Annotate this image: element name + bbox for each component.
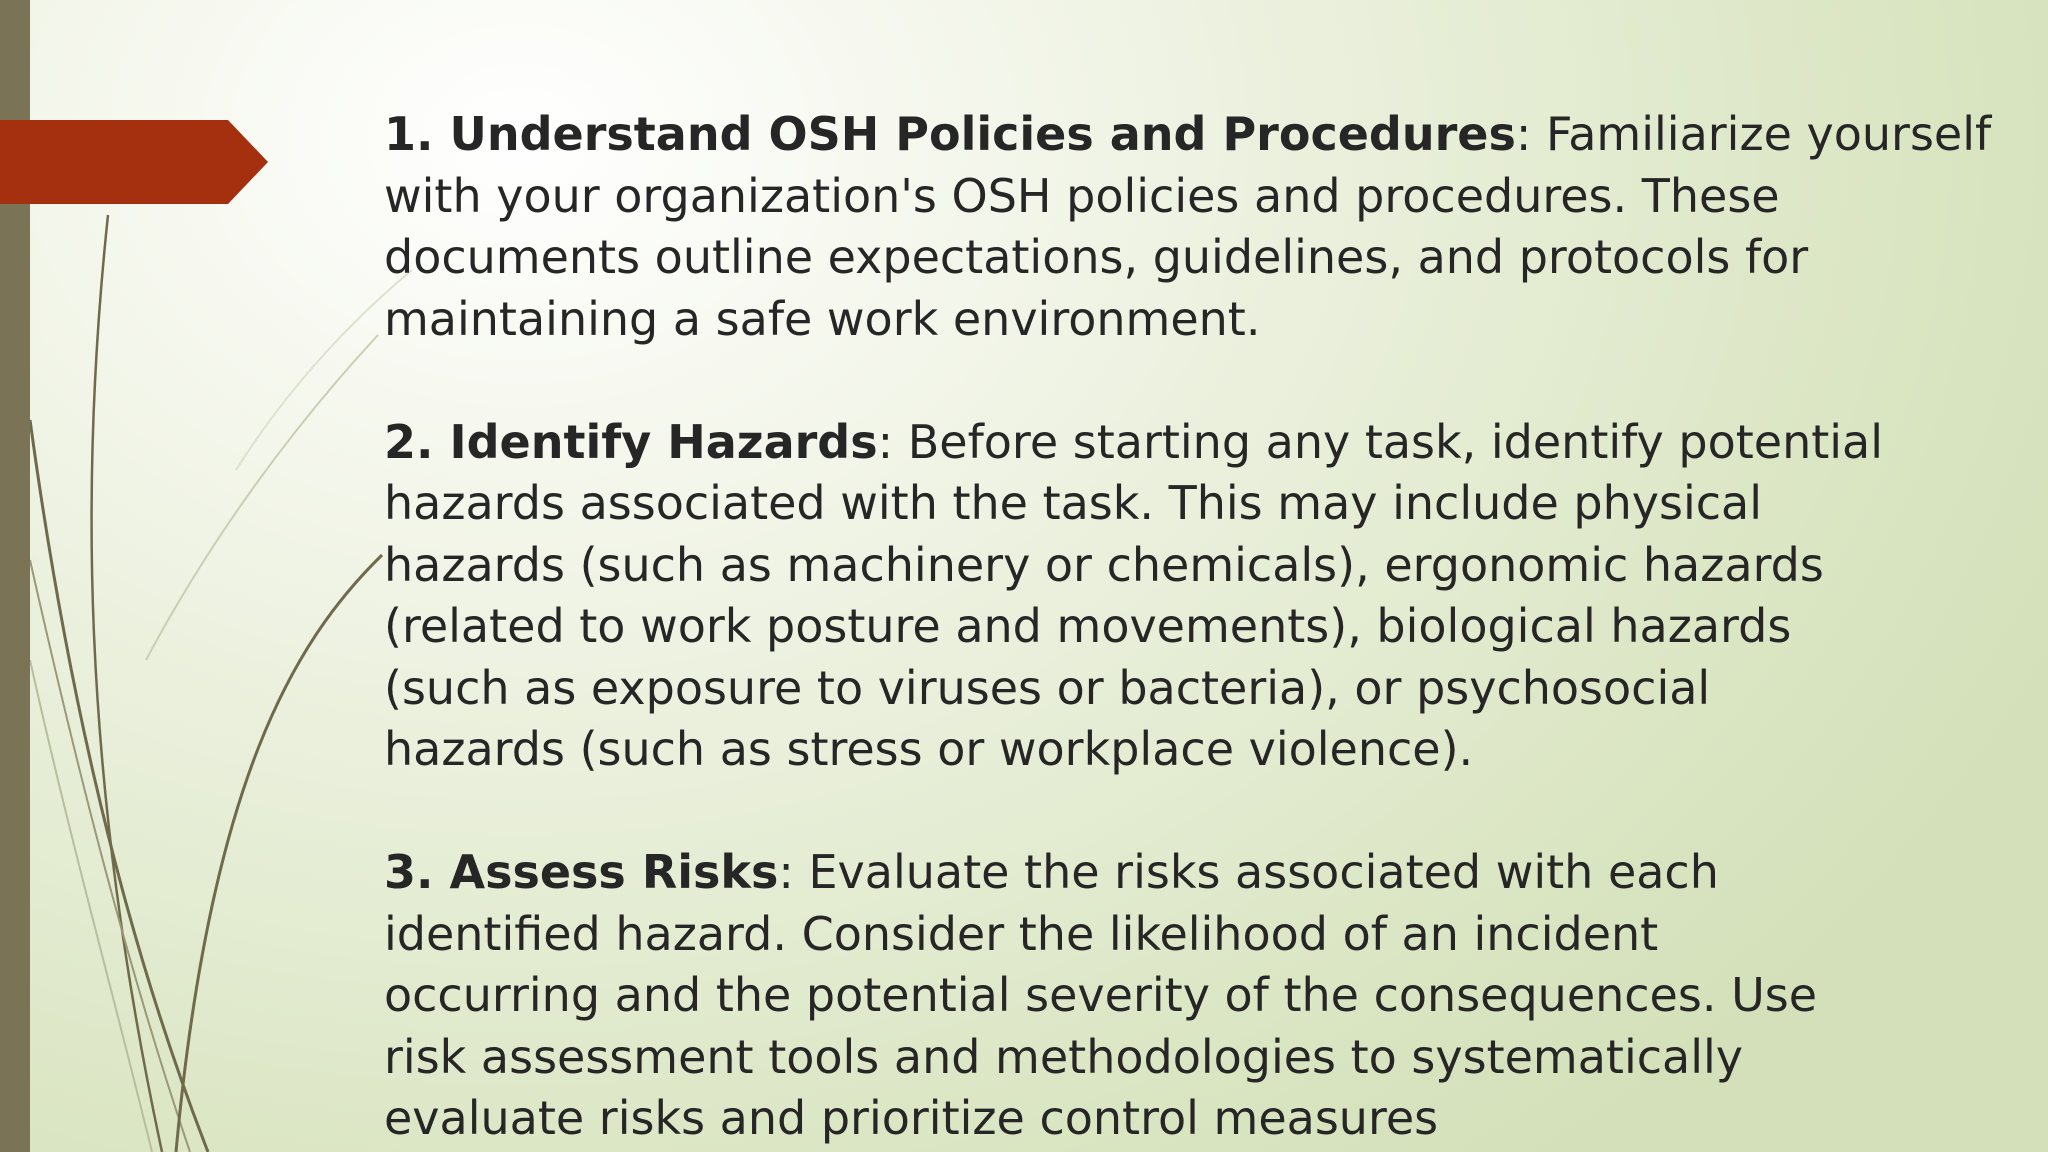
item-3-line-4: risk assessment tools and methodologies to systematically (384, 1029, 1743, 1084)
item-3-line-2: identified hazard. Consider the likelihood of an incident (384, 906, 1659, 961)
item-3 (384, 842, 1984, 1150)
item-2-first-line (384, 412, 1984, 474)
item-3-first-line (384, 842, 1984, 904)
item-1-first-line (384, 104, 1992, 166)
item-3-label: 3. Assess Risks (384, 845, 779, 899)
item-2-line-3: hazards (such as machinery or chemicals), ergonomic hazards (384, 537, 1824, 592)
item-1 (384, 104, 1992, 350)
item-2-label: 2. Identify Hazards (384, 414, 878, 469)
item-3-line-3: occurring and the potential severity of the consequences. Use (384, 968, 1818, 1022)
content-list (384, 104, 1992, 1152)
item-1-line-4: maintaining a safe work environment. (384, 291, 1261, 346)
item-2-line-5: (such as exposure to viruses or bacteria), or psychosocial (384, 660, 1711, 715)
item-2-line-2: hazards associated with the task. This may include physical (384, 476, 1762, 530)
item-1-line-2: with your organization's OSH policies and procedures. These (384, 168, 1780, 223)
item-2-line-6: hazards (such as stress or workplace violence). (384, 722, 1474, 776)
item-2-line-4: (related to work posture and movements), biological hazards (384, 599, 1792, 653)
item-1-line-1: : Familiarize yourself (1515, 107, 1992, 161)
item-1-line-3: documents outline expectations, guidelines, and protocols for (384, 230, 1809, 284)
item-2 (384, 412, 1984, 781)
item-1-label: 1. Understand OSH Policies and Procedures (384, 107, 1516, 161)
item-2-line-1: : Before starting any task, identify potential (877, 414, 1884, 469)
item-3-line-1: : Evaluate the risks associated with each (778, 845, 1719, 899)
arrow-tab-shape (0, 120, 268, 204)
item-3-line-5: evaluate risks and prioritize control measures (384, 1091, 1439, 1145)
